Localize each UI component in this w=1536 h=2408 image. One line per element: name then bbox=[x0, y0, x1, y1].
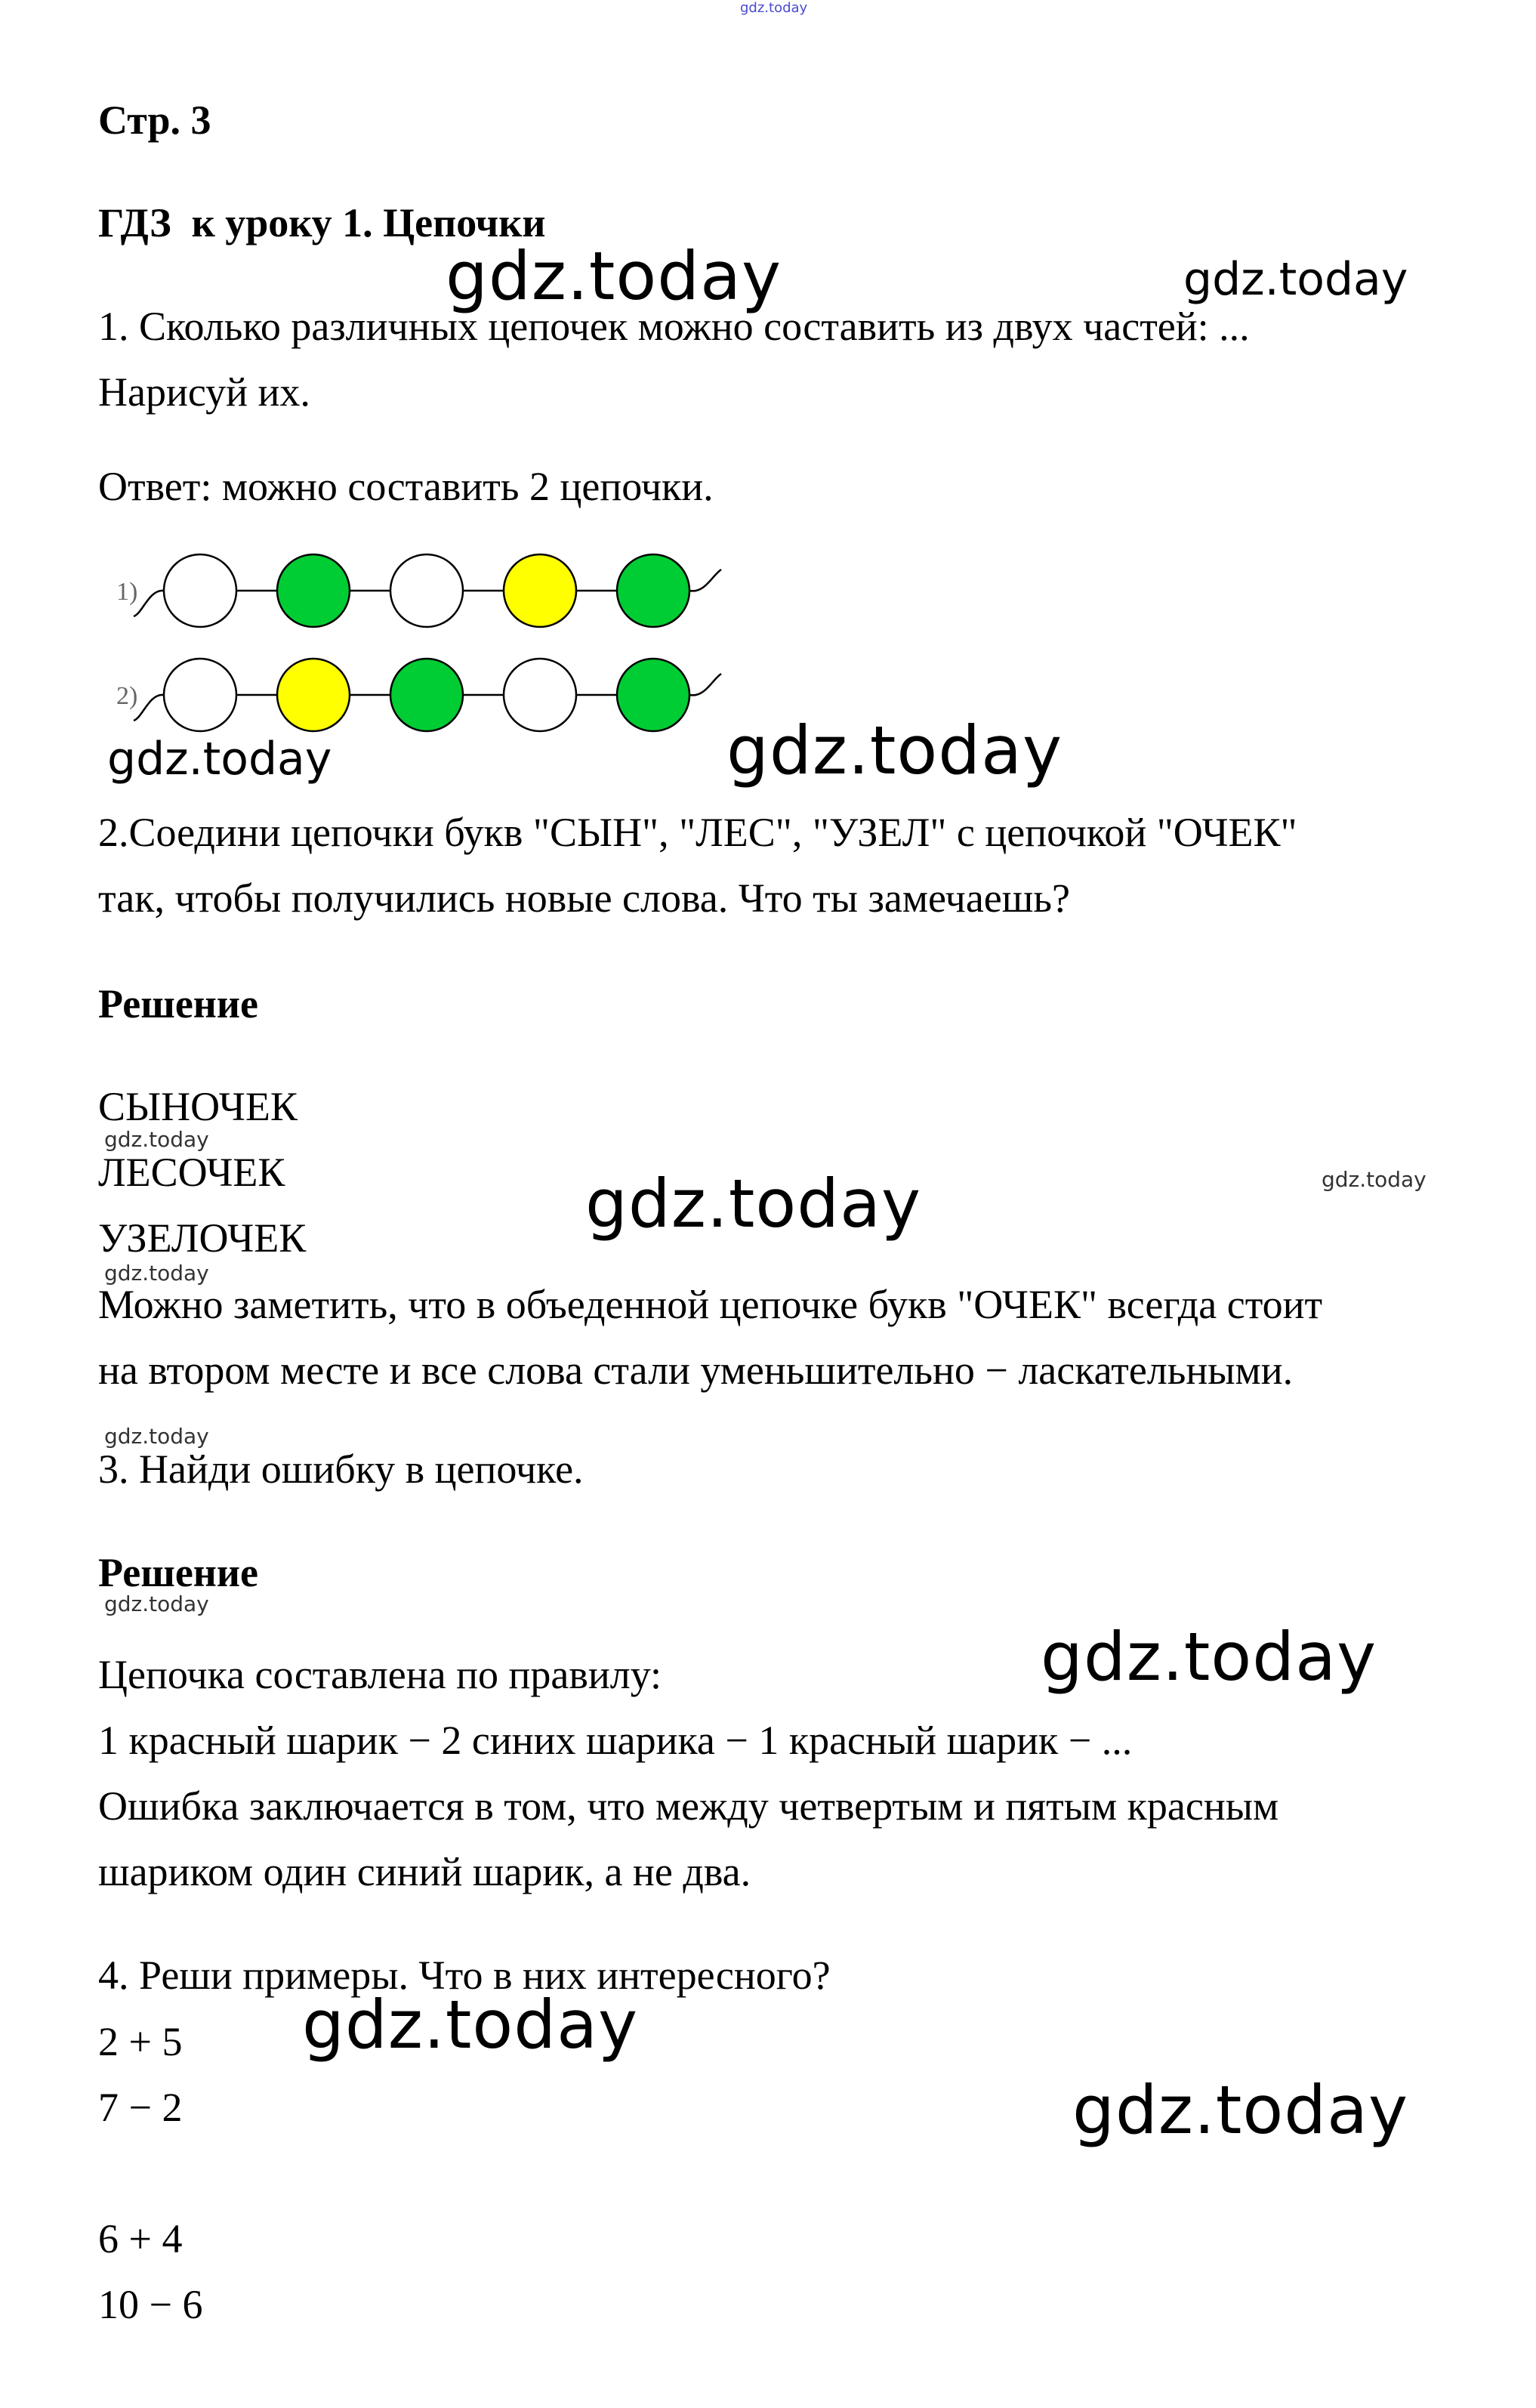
bead-green bbox=[617, 554, 689, 627]
bead-yellow bbox=[277, 659, 350, 731]
task3-line1: Цепочка составлена по правилу: bbox=[98, 1652, 662, 1697]
bead-white bbox=[390, 554, 463, 627]
chain-1 bbox=[116, 554, 721, 627]
task4-title: 4. Реши примеры. Что в них интересного? bbox=[98, 1953, 831, 1998]
task3-line2: 1 красный шарик − 2 синих шарика − 1 красный шарик − ... bbox=[98, 1718, 1133, 1763]
task3-title: 3. Найди ошибку в цепочке. bbox=[98, 1446, 584, 1492]
watermark: gdz.today bbox=[107, 733, 332, 786]
chain-2 bbox=[116, 659, 721, 731]
bead-yellow bbox=[504, 554, 576, 627]
watermark: gdz.today bbox=[104, 1127, 209, 1152]
bead-white bbox=[164, 659, 236, 731]
task2-note-line2: на втором месте и все слова стали уменьшительно − ласкательными. bbox=[98, 1348, 1294, 1393]
example-1: 2 + 5 bbox=[98, 2019, 183, 2064]
task2-line1: 2.Соедини цепочки букв "СЫН", "ЛЕС", "УЗЕЛ" с цепочкой "ОЧЕК" bbox=[98, 810, 1297, 855]
watermark: gdz.today bbox=[1041, 1618, 1377, 1696]
task1-line1: 1. Сколько различных цепочек можно составить из двух частей: ... bbox=[98, 304, 1250, 349]
example-3: 6 + 4 bbox=[98, 2216, 183, 2261]
watermark: gdz.today bbox=[104, 1424, 209, 1449]
watermark: gdz.today bbox=[104, 1261, 209, 1286]
task3-line3: Ошибка заключается в том, что между четвертым и пятым красным bbox=[98, 1783, 1279, 1829]
chain-tail-right bbox=[689, 570, 721, 591]
task2-line2: так, чтобы получились новые слова. Что ты замечаешь? bbox=[98, 875, 1070, 921]
chain-tail-left bbox=[134, 591, 164, 616]
watermark: gdz.today bbox=[726, 712, 1063, 789]
watermark: gdz.today bbox=[446, 237, 782, 315]
chain-label: 1) bbox=[116, 578, 138, 606]
example-4: 10 − 6 bbox=[98, 2282, 203, 2327]
watermark: gdz.today bbox=[585, 1165, 922, 1243]
bead-white bbox=[504, 659, 576, 731]
bead-white bbox=[164, 554, 236, 627]
task1-line2: Нарисуй их. bbox=[98, 369, 310, 415]
task1-answer: Ответ: можно составить 2 цепочки. bbox=[98, 464, 714, 509]
example-2: 7 − 2 bbox=[98, 2085, 183, 2130]
task2-note-line1: Можно заметить, что в объеденной цепочке букв "ОЧЕК" всегда стоит bbox=[98, 1282, 1323, 1327]
chain-tail-left bbox=[134, 695, 164, 721]
word-lesochek: ЛЕСОЧЕК bbox=[98, 1150, 285, 1195]
bead-chains-figure bbox=[106, 544, 785, 748]
task3-line4: шариком один синий шарик, а не два. bbox=[98, 1849, 751, 1894]
chain-tail-right bbox=[689, 674, 721, 695]
bead-green bbox=[277, 554, 350, 627]
watermark: gdz.today bbox=[1322, 1167, 1427, 1192]
watermark: gdz.today bbox=[104, 1591, 209, 1616]
page-title: Стр. 3 bbox=[98, 97, 211, 143]
lesson-title: ГДЗ к уроку 1. Цепочки bbox=[98, 200, 546, 245]
watermark: gdz.today bbox=[1072, 2071, 1409, 2149]
bead-green bbox=[617, 659, 689, 731]
watermark: gdz.today bbox=[1183, 253, 1408, 306]
bead-green bbox=[390, 659, 463, 731]
top-watermark: gdz.today bbox=[740, 0, 808, 16]
task2-solution-heading: Решение bbox=[98, 981, 258, 1026]
watermark: gdz.today bbox=[302, 1986, 639, 2064]
word-synochek: СЫНОЧЕК bbox=[98, 1084, 298, 1129]
word-uzelochek: УЗЕЛОЧЕК bbox=[98, 1215, 307, 1261]
task3-solution-heading: Решение bbox=[98, 1550, 258, 1595]
chain-label: 2) bbox=[116, 682, 138, 710]
